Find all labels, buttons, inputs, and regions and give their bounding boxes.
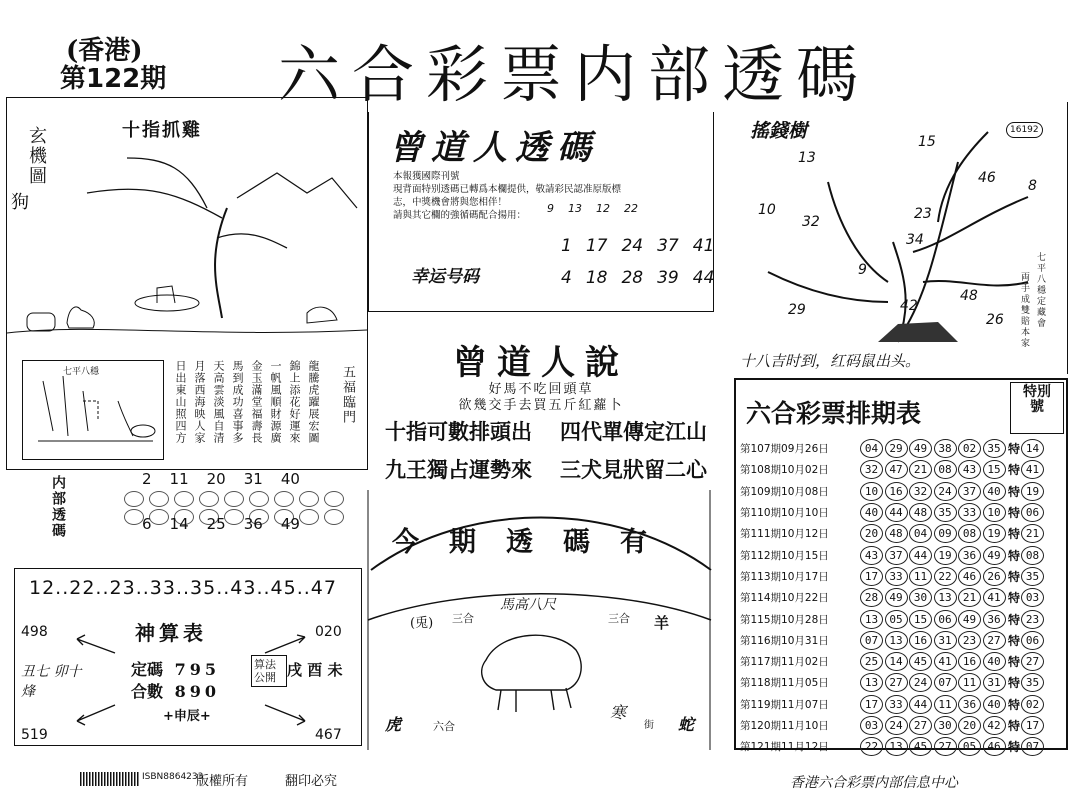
xuanji-title: 十指抓雞 xyxy=(122,120,202,141)
special-number-ball: 41 xyxy=(1021,460,1044,479)
number-ball: 33 xyxy=(958,503,981,522)
number-ball: 07 xyxy=(934,673,957,692)
number-ball: 11 xyxy=(909,567,932,586)
number-ball: 24 xyxy=(934,482,957,501)
special-mark: 特 xyxy=(1008,719,1021,733)
number-ball: 21 xyxy=(958,588,981,607)
number-ball: 47 xyxy=(885,460,908,479)
jinqi-hint: 馬高八尺 xyxy=(500,597,556,613)
lucky-number: 4 xyxy=(561,268,572,288)
number-ball: 45 xyxy=(909,737,932,756)
zengdao-ma-title: 曾道人透碼 xyxy=(389,128,599,168)
tree-number: 23 xyxy=(914,206,932,222)
neibu-label: 内部透碼 xyxy=(50,475,66,539)
special-mark: 特 xyxy=(1008,676,1021,691)
xuanji-illustration xyxy=(7,98,367,348)
schedule-row-label: 第115期10月28日 xyxy=(740,613,829,626)
schedule-row-label: 第121期11月12日 xyxy=(740,741,829,754)
schedule-row-label: 第109期10月08日 xyxy=(740,485,829,498)
tree-number: 10 xyxy=(758,202,776,218)
tree-number: 13 xyxy=(798,150,816,166)
schedule-panel xyxy=(734,378,1068,755)
zengdao-shuo-sub2: 欲幾交手去買五斤紅蘿卜 xyxy=(458,398,624,413)
shuo-line1-a: 十指可數排頭出 xyxy=(385,419,532,444)
yaoqian-title: 搖錢樹 xyxy=(750,120,808,142)
special-number-ball: 23 xyxy=(1021,610,1044,629)
number-ball: 30 xyxy=(934,716,957,735)
shuo-line1-b: 四代單傳定江山 xyxy=(560,419,707,444)
jinqi-street: 街 xyxy=(644,720,654,731)
special-number-ball: 02 xyxy=(1021,695,1044,714)
ding-label: 定碼 xyxy=(131,660,164,679)
special-mark: 特 xyxy=(1008,612,1021,627)
lucky-number: 44 xyxy=(692,268,715,288)
number-ball: 15 xyxy=(909,610,932,629)
number-ball: 26 xyxy=(983,567,1006,586)
special-mark: 特 xyxy=(1008,655,1021,670)
top-number: 13 xyxy=(568,202,582,215)
number-ball: 33 xyxy=(885,695,908,714)
verse-column: 天高雲淡風自清 xyxy=(212,360,225,444)
zengdao-shuo-sub1: 好馬不吃回頭草 xyxy=(488,382,594,397)
schedule-row-label: 第118期11月05日 xyxy=(740,677,829,690)
special-mark: 特 xyxy=(1008,506,1021,521)
special-mark: 特 xyxy=(1008,527,1021,542)
calc-footer: +申辰+ xyxy=(163,709,211,724)
number-ball: 48 xyxy=(885,524,908,543)
neibu-circle xyxy=(224,491,244,507)
jinqi-sanhe-b: 三合 xyxy=(608,612,630,625)
number-ball: 48 xyxy=(909,503,932,522)
schedule-row xyxy=(740,523,1066,544)
tree-number: 46 xyxy=(978,170,996,186)
calc-left-bot: 519 xyxy=(21,727,48,743)
schedule-row xyxy=(740,630,1066,651)
neibu-number: 40 xyxy=(280,470,300,488)
neibu-number: 11 xyxy=(169,470,189,488)
neibu-number: 20 xyxy=(206,470,226,488)
number-ball: 38 xyxy=(934,439,957,458)
number-ball: 42 xyxy=(983,716,1006,735)
zengdao-ma-top-numbers xyxy=(547,202,638,215)
verse-column: 馬到成功喜事多 xyxy=(231,360,244,444)
calc-numbers-line: 12..22..23..33..35..43..45..47 xyxy=(29,577,337,599)
number-ball: 44 xyxy=(885,503,908,522)
neibu-circle xyxy=(124,491,144,507)
ding-value: 795 xyxy=(174,660,220,679)
footer-center: 香港六合彩票内部信息中心 xyxy=(790,775,958,791)
number-ball: 37 xyxy=(958,482,981,501)
calc-arrows xyxy=(15,569,361,745)
xuanji-label: 玄機圖 xyxy=(26,126,47,186)
number-ball: 04 xyxy=(860,439,883,458)
number-ball: 49 xyxy=(958,610,981,629)
top-number: 9 xyxy=(547,202,554,215)
schedule-row xyxy=(740,438,1066,459)
jinqi-cold: 寒 xyxy=(610,703,627,722)
number-ball: 03 xyxy=(860,716,883,735)
number-ball: 44 xyxy=(909,695,932,714)
number-ball: 13 xyxy=(860,610,883,629)
he-label: 合數 xyxy=(131,682,164,701)
neibu-circle xyxy=(249,491,269,507)
small-map xyxy=(22,360,164,460)
schedule-row-label: 第113期10月17日 xyxy=(740,570,829,583)
tree-number: 34 xyxy=(906,232,924,248)
yaoqian-stamp: 16192 xyxy=(1006,122,1043,138)
number-ball: 16 xyxy=(909,631,932,650)
neibu-number: 49 xyxy=(280,515,300,533)
special-number-ball: 27 xyxy=(1021,652,1044,671)
verse-column: 金玉滿堂福壽長 xyxy=(250,360,263,444)
schedule-row xyxy=(740,608,1066,629)
zengdao-shuo-title: 曾道人說 xyxy=(453,343,629,383)
notice-line: 現背面特别透碼已轉爲本欄提供，敬請彩民認准原版標 xyxy=(393,184,622,195)
special-mark: 特 xyxy=(1008,591,1021,606)
calc-right-bot: 467 xyxy=(315,727,342,743)
neibu-circle xyxy=(274,491,294,507)
schedule-row xyxy=(740,672,1066,693)
schedule-row-label: 第108期10月02日 xyxy=(740,464,829,477)
number-ball: 20 xyxy=(958,716,981,735)
page-title: 六合彩票内部透碼 xyxy=(278,38,871,111)
zengdao-ma-row1 xyxy=(561,236,714,256)
calc-left-top: 498 xyxy=(21,624,48,640)
number-ball: 24 xyxy=(885,716,908,735)
special-number-ball: 21 xyxy=(1021,524,1044,543)
jinqi-liuhe: 六合 xyxy=(433,720,455,733)
neibu-numbers xyxy=(124,470,354,533)
special-mark: 特 xyxy=(1008,569,1021,584)
number-ball: 10 xyxy=(983,503,1006,522)
special-mark: 特 xyxy=(1008,633,1021,648)
neibu-number: 6 xyxy=(142,515,152,533)
lucky-number: 28 xyxy=(621,268,644,288)
schedule-row xyxy=(740,694,1066,715)
tree-number: 8 xyxy=(1028,178,1037,194)
verse-column: 一帆風順財源廣 xyxy=(269,360,282,444)
neibu-circle xyxy=(199,491,219,507)
number-ball: 21 xyxy=(909,460,932,479)
tree-number: 9 xyxy=(858,262,867,278)
lucky-label: 幸运号码 xyxy=(411,267,479,287)
he-value: 890 xyxy=(174,682,220,701)
number-ball: 46 xyxy=(958,567,981,586)
number-ball: 11 xyxy=(934,695,957,714)
jinqi-tiger: 虎 xyxy=(385,715,402,734)
number-ball: 17 xyxy=(860,695,883,714)
number-ball: 04 xyxy=(909,524,932,543)
number-ball: 33 xyxy=(885,567,908,586)
special-number-ball: 17 xyxy=(1021,716,1044,735)
tree-number: 29 xyxy=(788,302,806,318)
number-ball: 23 xyxy=(958,631,981,650)
lucky-number: 39 xyxy=(657,268,679,288)
schedule-row-label: 第114期10月22日 xyxy=(740,592,829,605)
schedule-row xyxy=(740,715,1066,736)
calc-left-words: 丑七 卯十 烽 xyxy=(21,664,82,700)
number-ball: 37 xyxy=(885,546,908,565)
schedule-row xyxy=(740,736,1066,757)
number-ball: 02 xyxy=(958,439,981,458)
special-number-ball: 35 xyxy=(1021,673,1044,692)
number-ball: 40 xyxy=(983,652,1006,671)
special-mark: 特 xyxy=(1008,484,1021,499)
top-number: 22 xyxy=(624,202,638,215)
number-ball: 44 xyxy=(909,546,932,565)
number-ball: 35 xyxy=(983,439,1006,458)
notice-line: 請與其它欄的強循碼配合揚用： xyxy=(393,210,527,221)
schedule-row-label: 第120期11月10日 xyxy=(740,720,829,732)
neibu-circle xyxy=(299,491,319,507)
calc-title: 神算表 xyxy=(135,621,207,645)
number-ball: 31 xyxy=(983,673,1006,692)
verse-columns xyxy=(172,360,327,460)
issue-region: (香港) xyxy=(66,36,143,66)
number-ball: 41 xyxy=(934,652,957,671)
special-number-ball: 06 xyxy=(1021,631,1044,650)
shuo-line2-b: 三犬見狀留二心 xyxy=(560,457,707,482)
verse-column: 月落西海映人家 xyxy=(193,360,206,444)
small-map-label: 七平八穩 xyxy=(63,367,100,377)
footer-copyright: 版權所有 xyxy=(196,774,249,789)
side-vertical-text: 五福臨門 xyxy=(340,365,355,425)
schedule-tebie xyxy=(1010,382,1064,434)
special-number-ball: 35 xyxy=(1021,567,1044,586)
tree-number: 32 xyxy=(802,214,820,230)
top-number: 12 xyxy=(596,202,610,215)
tree-drawing xyxy=(728,102,1068,374)
lucky-number: 18 xyxy=(585,268,608,288)
yaoqian-side-1: 七平八穩定藏會 xyxy=(1035,252,1045,329)
number-ball: 36 xyxy=(958,695,981,714)
number-ball: 32 xyxy=(860,460,883,479)
notice-line: 志，中獎機會將與您相伴！ xyxy=(393,197,508,208)
schedule-row xyxy=(740,502,1066,523)
number-ball: 49 xyxy=(909,439,932,458)
schedule-row xyxy=(740,587,1066,608)
number-ball: 29 xyxy=(885,439,908,458)
number-ball: 16 xyxy=(958,652,981,671)
calc-panel xyxy=(14,568,362,746)
number-ball: 36 xyxy=(958,546,981,565)
neibu-number: 2 xyxy=(142,470,152,488)
number-ball: 32 xyxy=(909,482,932,501)
yaoqian-panel xyxy=(728,102,1068,374)
schedule-row xyxy=(740,566,1066,587)
calc-right-top: 020 xyxy=(315,624,342,640)
schedule-row xyxy=(740,544,1066,565)
zengdao-ma-row2 xyxy=(561,268,714,288)
number-ball: 08 xyxy=(958,524,981,543)
number-ball: 27 xyxy=(983,631,1006,650)
number-ball: 13 xyxy=(934,588,957,607)
number-ball: 22 xyxy=(860,737,883,756)
lucky-number: 37 xyxy=(657,236,679,256)
number-ball: 10 xyxy=(860,482,883,501)
number-ball: 07 xyxy=(860,631,883,650)
tree-number: 42 xyxy=(900,298,918,314)
neibu-number: 36 xyxy=(243,515,263,533)
lucky-number: 41 xyxy=(692,236,715,256)
schedule-row-label: 第117期11月02日 xyxy=(740,656,829,669)
yaoqian-caption: 十八吉时到，红码鼠出头。 xyxy=(740,352,921,370)
number-ball: 35 xyxy=(934,503,957,522)
jinqi-left-animal: (兎) xyxy=(410,616,434,631)
number-ball: 16 xyxy=(885,482,908,501)
neibu-number: 14 xyxy=(169,515,189,533)
schedule-row-label: 第116期10月31日 xyxy=(740,634,829,647)
tree-number: 48 xyxy=(960,288,978,304)
number-ball: 24 xyxy=(909,673,932,692)
schedule-row-label: 第119期11月07日 xyxy=(740,698,829,711)
verse-column: 龍騰虎躍展宏圖 xyxy=(307,360,320,444)
number-ball: 28 xyxy=(860,588,883,607)
number-ball: 43 xyxy=(860,546,883,565)
number-ball: 45 xyxy=(909,652,932,671)
number-ball: 09 xyxy=(934,524,957,543)
schedule-row xyxy=(740,481,1066,502)
neibu-number: 25 xyxy=(206,515,226,533)
verse-column: 日出東山照四方 xyxy=(174,360,187,444)
neibu-circle xyxy=(149,491,169,507)
special-mark: 特 xyxy=(1008,740,1021,755)
number-ball: 05 xyxy=(885,610,908,629)
number-ball: 27 xyxy=(934,737,957,756)
special-number-ball: 14 xyxy=(1021,439,1044,458)
number-ball: 40 xyxy=(983,482,1006,501)
number-ball: 13 xyxy=(885,631,908,650)
zengdao-ma-panel xyxy=(368,112,714,312)
number-ball: 27 xyxy=(885,673,908,692)
number-ball: 13 xyxy=(860,673,883,692)
neibu-number: 31 xyxy=(243,470,263,488)
lucky-number: 1 xyxy=(561,236,572,256)
jinqi-title: 今期透碼有 xyxy=(392,527,677,558)
yaoqian-side-2: 両手成雙賠本家 xyxy=(1019,272,1029,349)
special-number-ball: 19 xyxy=(1021,482,1044,501)
schedule-row-label: 第111期10月12日 xyxy=(740,528,829,541)
neibu-circle xyxy=(324,491,344,507)
tebie-label: 特別號 xyxy=(1023,384,1051,415)
special-mark: 特 xyxy=(1008,442,1021,457)
number-ball: 08 xyxy=(934,460,957,479)
tree-number: 26 xyxy=(986,312,1004,328)
special-mark: 特 xyxy=(1008,463,1021,478)
number-ball: 43 xyxy=(958,460,981,479)
schedule-row xyxy=(740,651,1066,672)
number-ball: 25 xyxy=(860,652,883,671)
number-ball: 31 xyxy=(934,631,957,650)
neibu-circle xyxy=(174,491,194,507)
shuo-line2-a: 九王獨占運勢來 xyxy=(385,457,532,482)
number-ball: 27 xyxy=(909,716,932,735)
number-ball: 17 xyxy=(860,567,883,586)
special-number-ball: 03 xyxy=(1021,588,1044,607)
tree-number: 15 xyxy=(918,134,936,150)
jinqi-snake: 蛇 xyxy=(678,715,695,734)
number-ball: 40 xyxy=(983,695,1006,714)
footer-forbid: 翻印必究 xyxy=(285,774,338,789)
xuanji-animal: 狗 xyxy=(11,192,29,213)
number-ball: 20 xyxy=(860,524,883,543)
number-ball: 19 xyxy=(983,524,1006,543)
number-ball: 30 xyxy=(909,588,932,607)
issue-number: 第122期 xyxy=(60,64,167,94)
number-ball: 40 xyxy=(860,503,883,522)
number-ball: 11 xyxy=(958,673,981,692)
verse-column: 錦上添花好運來 xyxy=(288,360,301,444)
schedule-row-label: 第107期09月26日 xyxy=(740,443,829,456)
footer-barcode xyxy=(80,772,140,786)
schedule-table xyxy=(740,438,1066,757)
calc-method: 算法公開 xyxy=(251,655,287,687)
number-ball: 05 xyxy=(958,737,981,756)
schedule-row-label: 第110期10月10日 xyxy=(740,507,829,520)
schedule-row-label: 第112期10月15日 xyxy=(740,549,829,562)
number-ball: 41 xyxy=(983,588,1006,607)
notice-line: 本報獲國際刊號 xyxy=(393,171,460,182)
number-ball: 13 xyxy=(885,737,908,756)
small-map-drawing xyxy=(23,361,163,459)
lucky-number: 17 xyxy=(585,236,608,256)
special-number-ball: 06 xyxy=(1021,503,1044,522)
number-ball: 15 xyxy=(983,460,1006,479)
schedule-title: 六合彩票排期表 xyxy=(746,399,922,428)
number-ball: 36 xyxy=(983,610,1006,629)
number-ball: 19 xyxy=(934,546,957,565)
number-ball: 06 xyxy=(934,610,957,629)
number-ball: 22 xyxy=(934,567,957,586)
jinqi-sanhe-a: 三合 xyxy=(452,612,474,625)
footer-code: ISBN8864233 xyxy=(142,772,204,782)
schedule-row xyxy=(740,459,1066,480)
number-ball: 14 xyxy=(885,652,908,671)
number-ball: 49 xyxy=(885,588,908,607)
special-number-ball: 08 xyxy=(1021,546,1044,565)
calc-right-word: 戌 酉 未 xyxy=(287,661,343,679)
number-ball: 46 xyxy=(983,737,1006,756)
special-number-ball: 07 xyxy=(1021,737,1044,756)
jinqi-sheep: 羊 xyxy=(654,614,670,632)
special-mark: 特 xyxy=(1008,697,1021,712)
number-ball: 49 xyxy=(983,546,1006,565)
special-mark: 特 xyxy=(1008,548,1021,563)
lucky-number: 24 xyxy=(621,236,644,256)
